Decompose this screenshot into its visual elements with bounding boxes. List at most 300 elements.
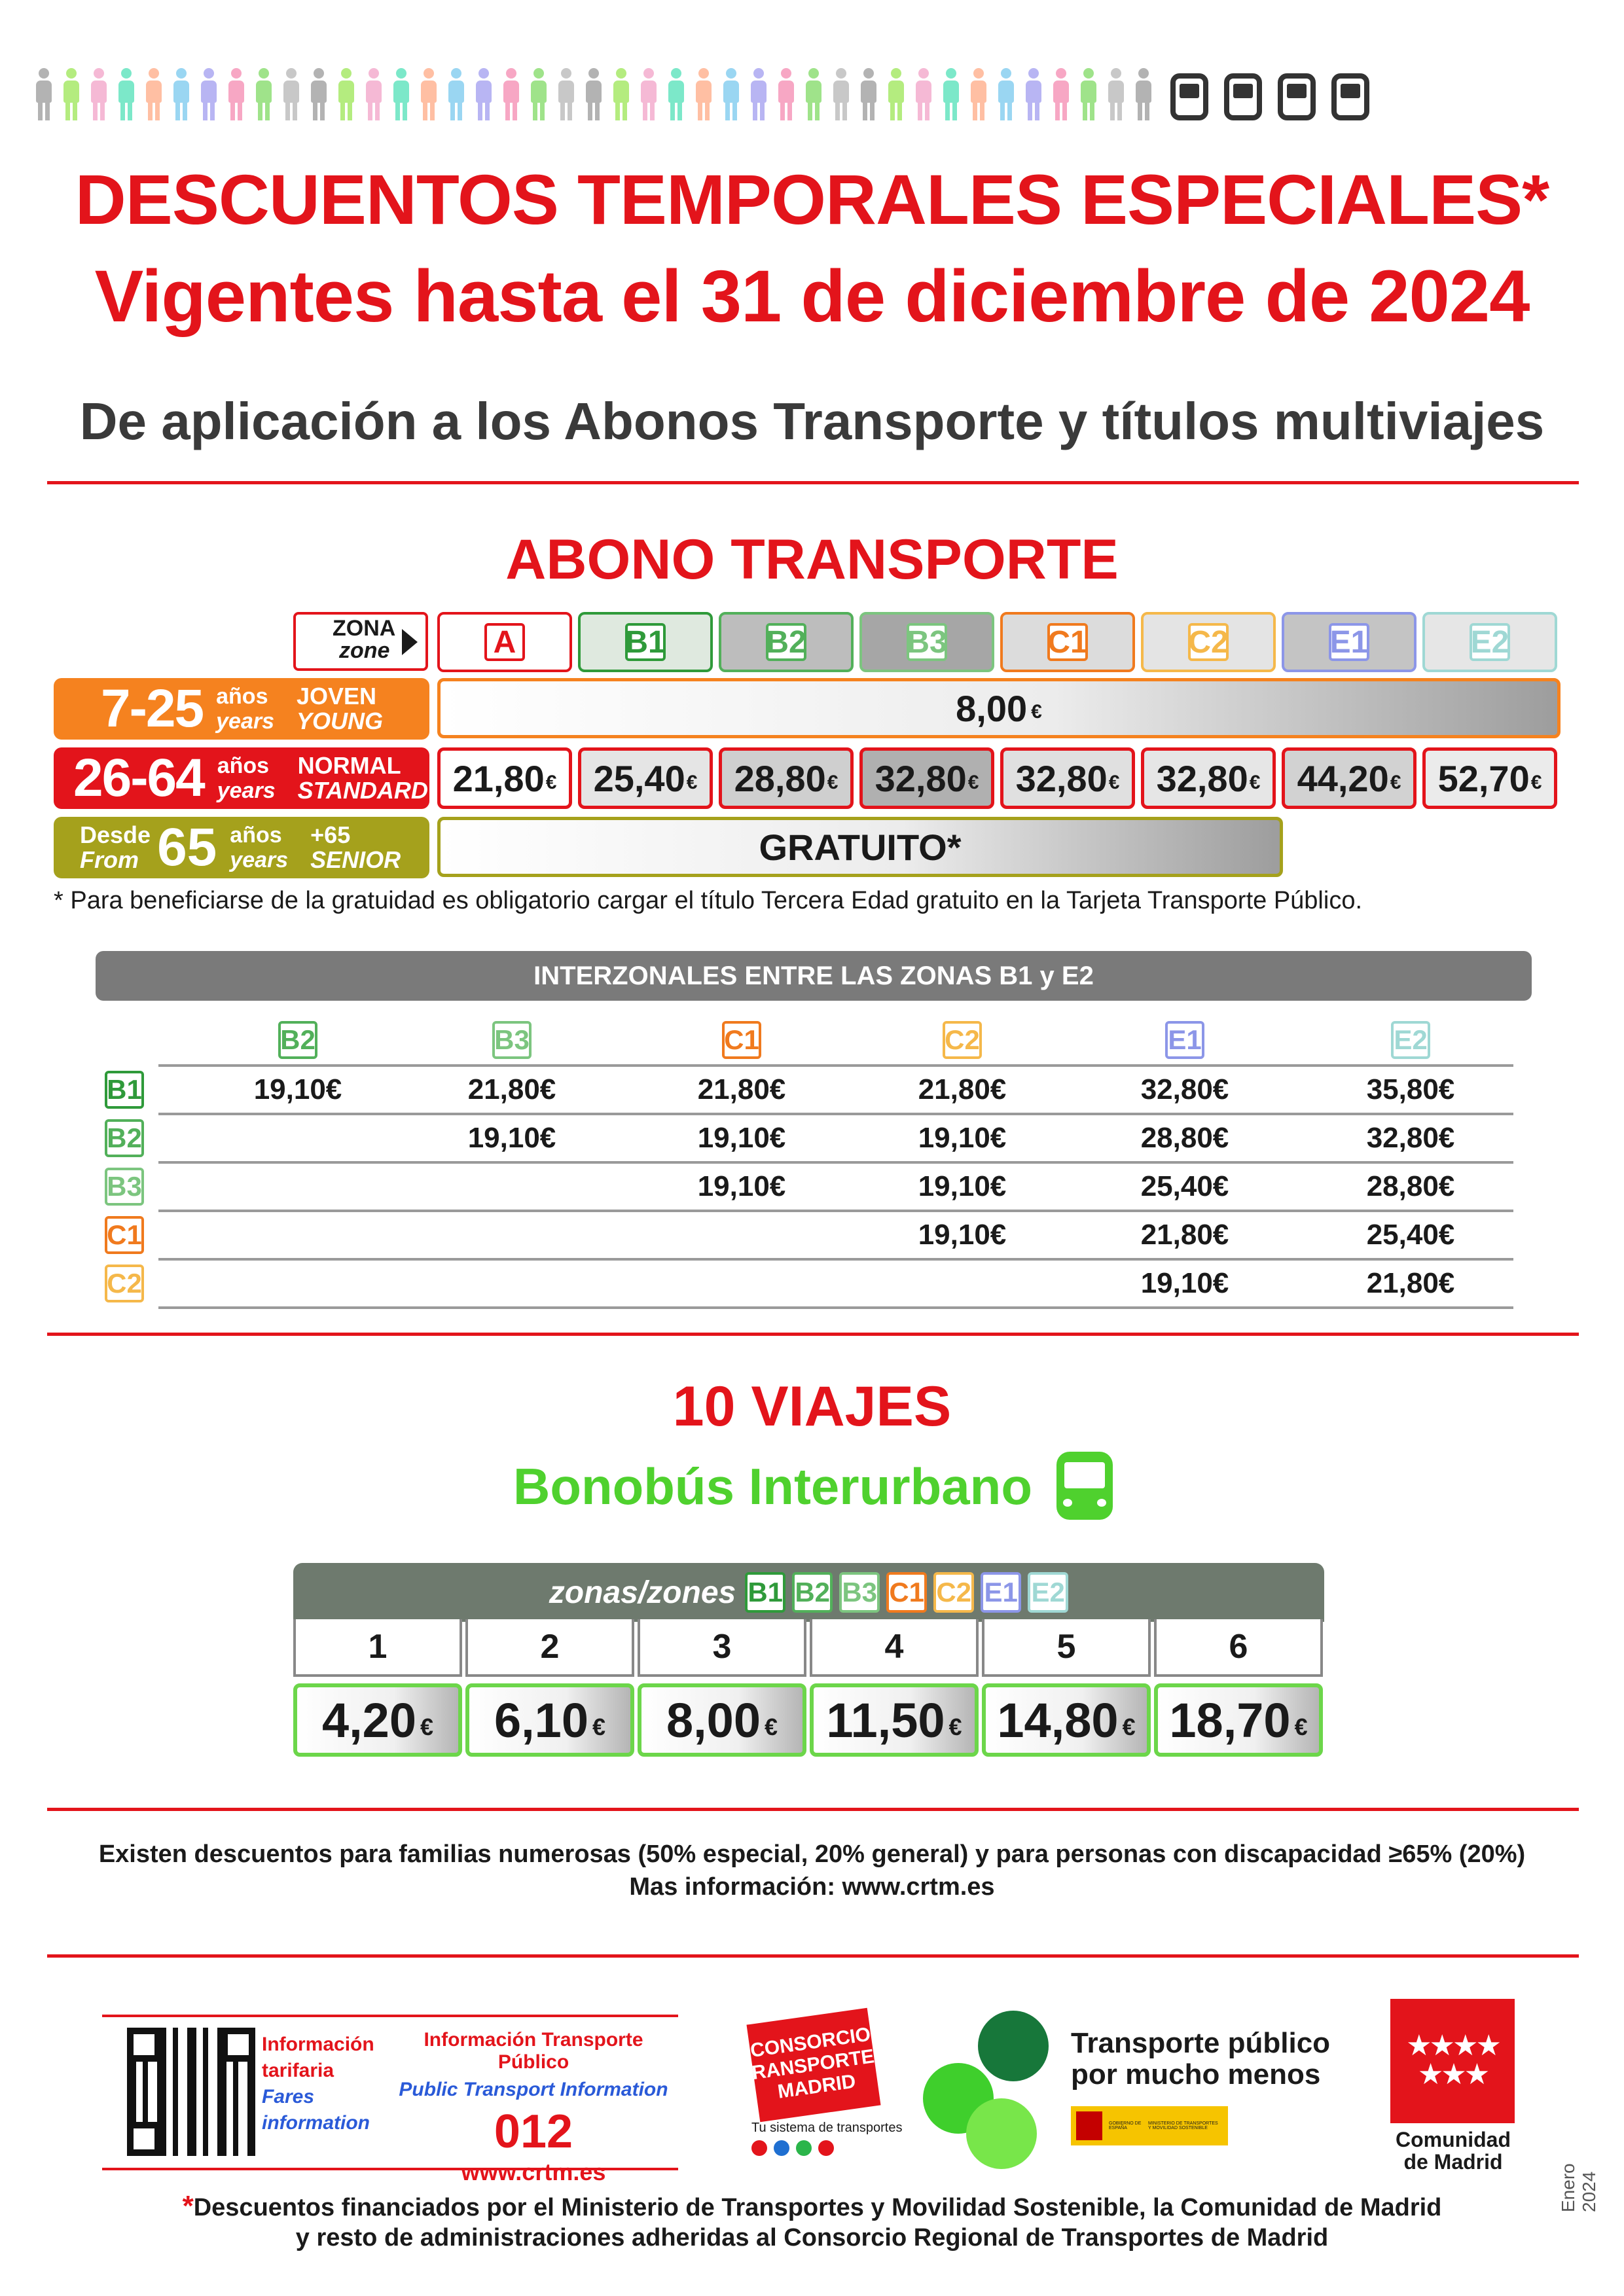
table-cell: 21,80€ — [918, 1073, 1007, 1105]
person-head — [533, 68, 544, 79]
person-legs — [450, 102, 462, 120]
bus-icon — [1170, 73, 1208, 120]
person-icon — [445, 68, 467, 120]
row-badge-b3: B3 — [105, 1168, 144, 1206]
zone-cell-e1 — [1282, 612, 1416, 672]
person-legs — [478, 102, 490, 120]
normal-price-c2 — [1141, 747, 1276, 809]
table-cell: 35,80€ — [1366, 1073, 1455, 1105]
person-icon — [390, 68, 412, 120]
person-head — [204, 68, 214, 79]
person-head — [753, 68, 764, 79]
zonas-label: zonas/ — [549, 1575, 647, 1610]
person-head — [286, 68, 297, 79]
zone-badge: E1 — [1329, 623, 1369, 661]
bus-icon — [1056, 1452, 1113, 1520]
zone-badge: B2 — [766, 623, 806, 661]
zone-badge-b1: B1 — [745, 1572, 785, 1613]
person-icon — [1132, 68, 1155, 120]
price-value: 44,20 — [1297, 757, 1389, 799]
person-icon — [693, 68, 715, 120]
person-head — [39, 68, 49, 79]
bonobus-subtitle: Bonobús Interurbano — [513, 1458, 1032, 1515]
price-value: 18,70 — [1169, 1693, 1291, 1748]
person-icon — [473, 68, 495, 120]
person-head — [478, 68, 489, 79]
person-body — [173, 81, 189, 103]
person-icon — [610, 68, 632, 120]
person-icon — [225, 68, 247, 120]
info-tarifaria: Información tarifaria — [262, 2034, 374, 2081]
person-head — [149, 68, 159, 79]
person-head — [231, 68, 242, 79]
col-badge-c1: C1 — [722, 1021, 761, 1059]
person-legs — [423, 102, 435, 120]
table-cell: 32,80€ — [1366, 1122, 1455, 1154]
person-legs — [1055, 102, 1067, 120]
website-link[interactable]: www.crtm.es — [461, 2159, 606, 2185]
phone-number[interactable]: 012 — [494, 2106, 573, 2158]
zone-badge-e2: E2 — [1028, 1572, 1068, 1613]
currency: € — [1249, 772, 1261, 793]
table-cell: 19,10€ — [1140, 1267, 1229, 1299]
zona-label: ZONA — [333, 616, 396, 641]
person-head — [176, 68, 187, 79]
price-value: 11,50 — [826, 1693, 945, 1748]
zone-cell-e2 — [1422, 612, 1557, 672]
person-icon — [528, 68, 550, 120]
person-legs — [863, 102, 875, 120]
person-legs — [588, 102, 600, 120]
table-cell: 19,10€ — [697, 1170, 786, 1202]
zone-badge-c1: C1 — [886, 1572, 927, 1613]
anos-label: años — [216, 684, 268, 709]
metro-icon — [751, 2140, 767, 2156]
row-divider — [158, 1258, 1513, 1261]
col-badge-b3: B3 — [492, 1021, 532, 1059]
disclaimer-text1: Descuentos financiados por el Ministerio de Transportes y Movilidad Sostenible, la Comunidad de Madrid — [193, 2194, 1442, 2221]
person-icon — [60, 68, 82, 120]
person-icon — [885, 68, 907, 120]
price-value: 32,80 — [875, 757, 967, 799]
public-info: Public Transport Information — [399, 2079, 668, 2100]
person-icon — [638, 68, 660, 120]
person-body — [503, 81, 519, 103]
price-value: 52,70 — [1437, 757, 1530, 799]
table-cell: 25,40€ — [1140, 1170, 1229, 1202]
interurban-bus-icon — [796, 2140, 812, 2156]
row-divider — [158, 1210, 1513, 1212]
table-cell: 19,10€ — [918, 1170, 1007, 1202]
person-body — [1026, 81, 1041, 103]
zone-cell-a — [437, 612, 572, 672]
person-legs — [258, 102, 270, 120]
person-legs — [65, 102, 77, 120]
person-body — [806, 81, 821, 103]
person-body — [778, 81, 794, 103]
person-icon — [1105, 68, 1127, 120]
table-cell: 19,10€ — [253, 1073, 342, 1105]
zone-count-2: 2 — [465, 1619, 634, 1677]
person-legs — [203, 102, 215, 120]
person-icon — [88, 68, 110, 120]
person-head — [973, 68, 984, 79]
person-legs — [1083, 102, 1094, 120]
person-head — [451, 68, 461, 79]
person-body — [91, 81, 107, 103]
zone-count-5: 5 — [982, 1619, 1151, 1677]
zone-count-3: 3 — [638, 1619, 806, 1677]
person-head — [314, 68, 324, 79]
transport-mode-icons — [751, 2140, 834, 2156]
person-icon — [967, 68, 990, 120]
age-range: 7-25 — [101, 679, 204, 738]
subtitle: De aplicación a los Abonos Transporte y títulos multiviajes — [79, 392, 1545, 450]
person-body — [558, 81, 574, 103]
person-legs — [973, 102, 984, 120]
price-value: 25,40 — [593, 757, 685, 799]
person-legs — [753, 102, 765, 120]
desde-label: Desde — [80, 821, 151, 848]
normal-price-a — [437, 747, 572, 809]
person-icon — [830, 68, 852, 120]
person-head — [643, 68, 654, 79]
train-icon — [1224, 73, 1262, 120]
slogan-line1: Transporte público — [1071, 2027, 1331, 2059]
price-value: 32,80 — [1015, 757, 1108, 799]
person-head — [1028, 68, 1039, 79]
person-body — [63, 81, 79, 103]
years-label: years — [217, 778, 276, 803]
zone-badge: E2 — [1470, 623, 1510, 661]
currency: € — [948, 1713, 962, 1740]
zone-badge-b3: B3 — [839, 1572, 880, 1613]
bonobus-price-4 — [810, 1683, 979, 1757]
person-legs — [780, 102, 792, 120]
person-head — [781, 68, 791, 79]
zone-badge-c2: C2 — [933, 1572, 974, 1613]
price-value: 8,00 — [666, 1693, 761, 1748]
person-legs — [725, 102, 737, 120]
person-body — [283, 81, 299, 103]
row-divider — [158, 1306, 1513, 1309]
person-body — [421, 81, 437, 103]
person-icon — [665, 68, 687, 120]
person-icon — [1022, 68, 1045, 120]
gobierno-label: GOBIERNO DE ESPAÑA — [1109, 2121, 1142, 2130]
person-legs — [945, 102, 957, 120]
date-label: Enero 2024 — [1558, 2163, 1599, 2212]
person-legs — [615, 102, 627, 120]
zone-label: zone — [339, 638, 390, 663]
person-icon — [720, 68, 742, 120]
ministerio-label: MINISTERIO DE TRANSPORTES Y MOVILIDAD SOSTENIBLE — [1148, 2121, 1218, 2130]
person-icon — [775, 68, 797, 120]
person-body — [751, 81, 767, 103]
currency: € — [1122, 1713, 1136, 1740]
cercanias-icon — [818, 2140, 834, 2156]
qr-code[interactable] — [127, 2028, 255, 2156]
consorcio-logo: CONSORCIO TRANSPORTES MADRID — [746, 2008, 880, 2122]
person-body — [888, 81, 904, 103]
person-body — [256, 81, 272, 103]
person-body — [531, 81, 547, 103]
person-legs — [1110, 102, 1122, 120]
young-price-value: 8,00 — [956, 687, 1028, 729]
bonobus-price-6 — [1154, 1683, 1323, 1757]
person-icon — [1077, 68, 1100, 120]
normal-price-b3 — [859, 747, 994, 809]
category-en-label: SENIOR — [310, 846, 401, 873]
person-body — [201, 81, 217, 103]
more-info: Mas información: www.crtm.es — [629, 1873, 995, 1901]
person-icon — [940, 68, 962, 120]
currency: € — [1031, 701, 1042, 723]
person-legs — [395, 102, 407, 120]
person-legs — [698, 102, 710, 120]
person-body — [311, 81, 327, 103]
table-cell: 21,80€ — [1140, 1219, 1229, 1251]
age-row-young — [54, 678, 429, 740]
person-body — [146, 81, 162, 103]
normal-price-b2 — [719, 747, 854, 809]
zone-badge: B1 — [625, 623, 666, 661]
person-body — [916, 81, 931, 103]
table-cell: 25,40€ — [1366, 1219, 1455, 1251]
person-head — [1083, 68, 1094, 79]
zone-cell-b3 — [859, 612, 994, 672]
person-legs — [38, 102, 50, 120]
zone-badge-e1: E1 — [981, 1572, 1021, 1613]
person-body — [366, 81, 382, 103]
slogan-line2: por mucho menos — [1071, 2058, 1321, 2090]
senior-price: GRATUITO* — [437, 817, 1283, 877]
person-icon — [33, 68, 55, 120]
person-legs — [93, 102, 105, 120]
row-badge-c1: C1 — [105, 1216, 144, 1254]
person-body — [1108, 81, 1124, 103]
person-legs — [808, 102, 820, 120]
row-badge-b2: B2 — [105, 1119, 144, 1157]
consorcio-tagline: Tu sistema de transportes — [751, 2121, 903, 2135]
person-icon — [748, 68, 770, 120]
table-cell: 19,10€ — [467, 1122, 556, 1154]
row-divider — [158, 1064, 1513, 1067]
table-cell: 21,80€ — [467, 1073, 556, 1105]
price-value: 14,80 — [997, 1693, 1119, 1748]
person-body — [1053, 81, 1069, 103]
bonobus-price-3 — [638, 1683, 806, 1757]
person-head — [1056, 68, 1066, 79]
campaign-slogan — [1071, 2028, 1330, 2090]
currency: € — [967, 772, 979, 793]
person-head — [808, 68, 819, 79]
price-value: 6,10 — [494, 1693, 588, 1748]
age-row-normal — [54, 747, 429, 809]
person-icon — [1050, 68, 1072, 120]
person-body — [833, 81, 849, 103]
currency: € — [1294, 1713, 1308, 1740]
person-head — [424, 68, 434, 79]
person-legs — [120, 102, 132, 120]
person-legs — [1138, 102, 1149, 120]
person-head — [94, 68, 104, 79]
person-legs — [890, 102, 902, 120]
person-body — [998, 81, 1014, 103]
person-head — [836, 68, 846, 79]
zone-cell-b2 — [719, 612, 854, 672]
stars-icon: ★★★★ ★★★ — [1406, 2030, 1499, 2090]
asterisk: * — [182, 2190, 194, 2222]
comunidad-label — [1381, 2128, 1525, 2173]
price-value: 32,80 — [1156, 757, 1248, 799]
currency: € — [592, 1713, 606, 1740]
zone-count-1: 1 — [293, 1619, 462, 1677]
bonobus-price-5 — [982, 1683, 1151, 1757]
person-head — [369, 68, 379, 79]
comunidad-line1: Comunidad — [1396, 2128, 1511, 2151]
divider — [47, 1954, 1579, 1958]
person-body — [641, 81, 657, 103]
years-label: years — [230, 848, 289, 872]
person-head — [946, 68, 956, 79]
person-head — [1111, 68, 1121, 79]
years-label: years — [216, 709, 274, 734]
person-icon — [995, 68, 1017, 120]
currency: € — [420, 1713, 434, 1740]
currency: € — [1108, 772, 1120, 793]
zone-badge: B3 — [907, 623, 947, 661]
person-body — [338, 81, 354, 103]
normal-price-e1 — [1282, 747, 1416, 809]
table-cell: 19,10€ — [697, 1122, 786, 1154]
row-badge-c2: C2 — [105, 1265, 144, 1302]
row-badge-b1: B1 — [105, 1071, 144, 1109]
person-head — [918, 68, 929, 79]
person-icon — [500, 68, 522, 120]
person-icon — [912, 68, 935, 120]
zones-label: zones — [647, 1575, 736, 1610]
col-badge-e2: E2 — [1391, 1021, 1430, 1059]
table-cell: 19,10€ — [918, 1122, 1007, 1154]
person-icon — [803, 68, 825, 120]
person-head — [698, 68, 709, 79]
person-legs — [918, 102, 929, 120]
currency: € — [827, 772, 839, 793]
people-icons-row — [33, 58, 1591, 120]
person-body — [476, 81, 492, 103]
person-legs — [670, 102, 682, 120]
person-legs — [643, 102, 655, 120]
person-head — [121, 68, 132, 79]
fares-information: Fares information — [262, 2086, 370, 2134]
person-head — [259, 68, 269, 79]
disclaimer-line2: y resto de administraciones adheridas al Consorcio Regional de Transportes de Madrid — [295, 2224, 1329, 2251]
person-legs — [340, 102, 352, 120]
divider — [47, 1808, 1579, 1811]
person-body — [448, 81, 464, 103]
person-head — [66, 68, 77, 79]
zone-badge-b2: B2 — [792, 1572, 833, 1613]
person-legs — [1000, 102, 1012, 120]
table-cell: 28,80€ — [1140, 1122, 1229, 1154]
person-icon — [198, 68, 220, 120]
fares-info-block — [262, 2032, 393, 2136]
person-head — [891, 68, 901, 79]
person-legs — [533, 102, 545, 120]
currency: € — [765, 1713, 778, 1740]
person-body — [723, 81, 739, 103]
normal-price-e2 — [1422, 747, 1557, 809]
validity-title: Vigentes hasta el 31 de diciembre de 2024 — [94, 255, 1530, 337]
comunidad-flag — [1390, 1999, 1515, 2123]
person-icon — [115, 68, 137, 120]
from-label: From — [80, 846, 139, 873]
person-head — [396, 68, 406, 79]
person-icon — [583, 68, 605, 120]
person-head — [341, 68, 352, 79]
person-legs — [368, 102, 380, 120]
footer-box-top — [102, 2015, 678, 2017]
person-icon — [308, 68, 330, 120]
table-cell: 19,10€ — [918, 1219, 1007, 1251]
person-head — [1138, 68, 1149, 79]
price-value: 28,80 — [734, 757, 826, 799]
person-body — [586, 81, 602, 103]
zone-cell-b1 — [578, 612, 713, 672]
person-body — [861, 81, 876, 103]
person-legs — [505, 102, 517, 120]
category-label: JOVEN — [297, 683, 377, 709]
person-legs — [1028, 102, 1039, 120]
person-head — [726, 68, 736, 79]
person-head — [506, 68, 516, 79]
divider — [47, 1333, 1579, 1336]
currency: € — [686, 772, 698, 793]
person-icon — [335, 68, 357, 120]
bus-icon — [774, 2140, 789, 2156]
person-legs — [560, 102, 572, 120]
person-head — [616, 68, 626, 79]
person-legs — [175, 102, 187, 120]
abono-title: ABONO TRANSPORTE — [505, 528, 1119, 591]
arrow-right-icon — [402, 629, 418, 655]
row-divider — [158, 1113, 1513, 1115]
person-legs — [285, 102, 297, 120]
zone-count-6: 6 — [1154, 1619, 1323, 1677]
col-badge-b2: B2 — [278, 1021, 317, 1059]
interzonales-title: INTERZONALES ENTRE LAS ZONAS B1 y E2 — [96, 951, 1532, 1001]
anos-label: años — [230, 823, 282, 848]
person-icon — [363, 68, 385, 120]
anos-label: años — [217, 753, 270, 778]
person-icon — [857, 68, 880, 120]
person-body — [36, 81, 52, 103]
category-label: +65 — [310, 821, 351, 848]
person-icon — [143, 68, 165, 120]
metro-icon — [1278, 73, 1316, 120]
person-body — [118, 81, 134, 103]
zonas-header — [293, 1563, 1324, 1622]
col-badge-c2: C2 — [943, 1021, 982, 1059]
currency: € — [1530, 772, 1542, 793]
table-cell: 21,80€ — [697, 1073, 786, 1105]
category-label: NORMAL — [297, 752, 401, 779]
zona-header — [293, 612, 428, 671]
person-icon — [170, 68, 192, 120]
zone-count-4: 4 — [810, 1619, 979, 1677]
main-title: DESCUENTOS TEMPORALES ESPECIALES* — [75, 160, 1549, 239]
